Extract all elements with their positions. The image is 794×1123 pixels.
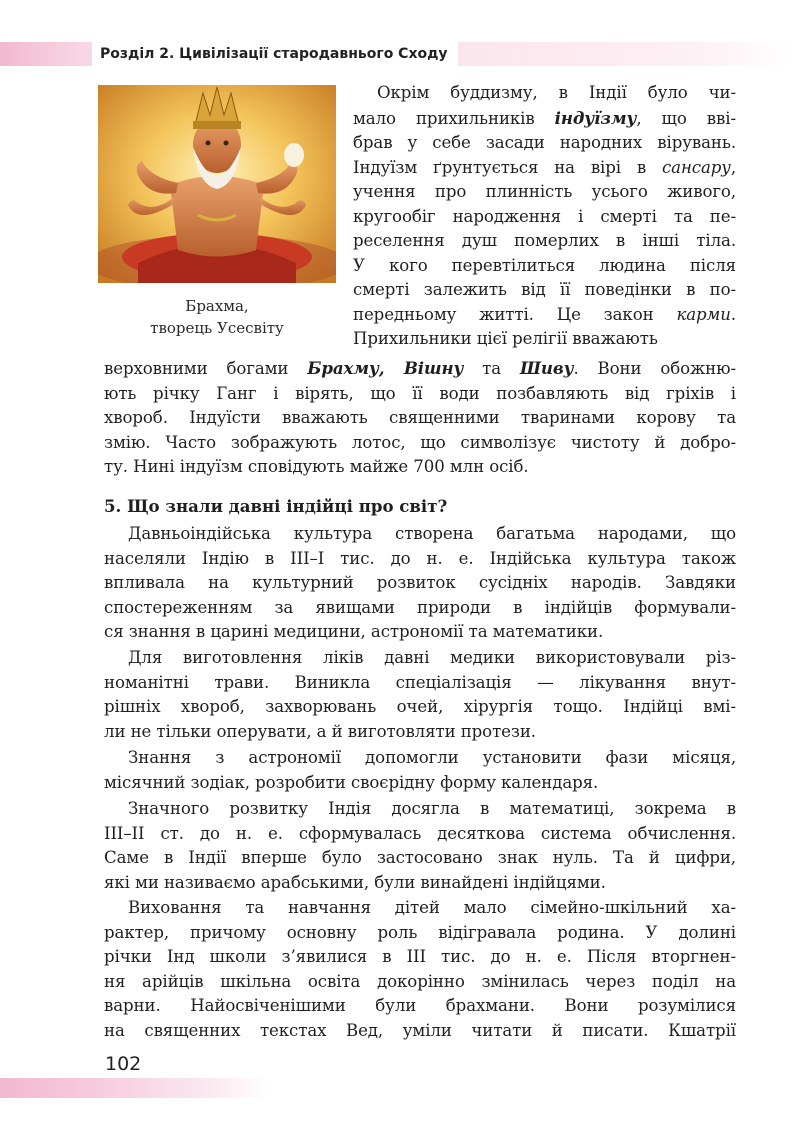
text-line — [104, 406, 736, 431]
text-line — [104, 431, 736, 456]
text-line: місячний зодіак, розробити своєрідну форму календаря. — [104, 772, 599, 792]
text-line: ня арійців шкільна освіта докорінно змінилась через поділ на — [104, 971, 736, 991]
text-line: річки Інд школи з’явилися в III тис. до н. е. Після вторгнен- — [104, 947, 736, 966]
text-line: спостереженням за явищами природи в індійців формували- — [104, 597, 736, 617]
text-line — [353, 303, 736, 328]
text-line: Для виготовлення ліків давні медики використовували різ- — [128, 648, 736, 667]
text-line: на священних текстах Вед, уміли читати й писати. Кшатрії — [104, 1020, 736, 1040]
emphasis-term: карми — [676, 304, 731, 324]
text-run: . — [730, 304, 736, 324]
text-line — [104, 356, 736, 382]
intro-paragraph — [353, 81, 736, 352]
emphasis-term: сансару — [661, 157, 731, 177]
hinduism-paragraph-end — [104, 356, 736, 480]
text-run: смерті залежить від її поведінки в по- — [353, 280, 736, 299]
text-run: , що вві- — [636, 108, 736, 128]
text-line: варни. Найосвіченішими були брахмани. Вони розумілися — [104, 996, 736, 1015]
section-heading: 5. Що знали давні індійці про світ? — [104, 496, 448, 516]
text-line — [353, 205, 736, 230]
figure-caption — [98, 295, 336, 339]
text-run: кругообіг народження і смерті та пе- — [353, 206, 736, 226]
text-line: ли не тільки оперувати, а й виготовляти протези. — [104, 721, 536, 741]
text-run: Окрім буддизму, в Індії було чи- — [377, 83, 736, 102]
text-line: які ми називаємо арабськими, були винайдені індійцями. — [104, 872, 606, 892]
text-line — [353, 278, 736, 303]
text-line: населяли Індію в III–I тис. до н. е. Індійська культура також — [104, 548, 736, 568]
text-run: У кого перевтілиться людина після — [353, 255, 736, 275]
text-line: рішніх хвороб, захворювань очей, хірургія тощо. Індійці вмі- — [104, 697, 736, 716]
text-run: та — [463, 359, 520, 378]
body-paragraph-culture — [104, 522, 736, 645]
text-line — [353, 106, 736, 132]
text-run: Індуїзм ґрунтується на вірі в — [353, 157, 662, 177]
text-run: мало прихильників — [353, 108, 555, 128]
text-run: передньому житті. Це закон — [353, 304, 677, 324]
text-line: ся знання в царині медицини, астрономії та математики. — [104, 622, 604, 641]
text-line — [104, 455, 736, 480]
text-line — [353, 131, 736, 156]
text-run: ту. Нині індуїзм сповідують майже 700 млн осіб. — [104, 457, 529, 476]
text-run: хвороб. Індуїсти вважають священними тваринами корову та — [104, 408, 736, 427]
text-line — [353, 229, 736, 254]
text-line: Знання з астрономії допомогли установити фази місяця, — [128, 748, 736, 767]
caption-line: творець Усесвіту — [150, 319, 284, 337]
text-run: реселення душ померлих в інші тіла. — [353, 231, 736, 250]
body-paragraph-education — [104, 896, 736, 1043]
text-line: Значного розвитку Індія досягла в математиці, зокрема в — [128, 799, 736, 818]
text-line — [353, 81, 736, 106]
footer-decor-bar — [0, 1078, 270, 1098]
body-paragraph-medicine — [104, 646, 736, 744]
text-run: верховними богами — [104, 359, 308, 378]
page-number: 102 — [105, 1053, 142, 1075]
caption-line: Брахма, — [185, 297, 249, 315]
emphasis-term: Шиву — [519, 358, 574, 378]
text-line — [353, 156, 736, 181]
text-run: ють річку Ганг і вірять, що її води позбавляють від гріхів і — [104, 383, 736, 403]
body-paragraph-mathematics — [104, 797, 736, 895]
chapter-header: Розділ 2. Цивілізації стародавнього Сходу — [92, 42, 458, 66]
text-line — [353, 327, 736, 352]
text-run: учення про плинність усього живого, — [353, 182, 736, 201]
text-line: номанітні трави. Виникла спеціалізація — лікування внут- — [104, 672, 736, 692]
text-run: . Вони обожню- — [573, 359, 736, 378]
text-line: III–II ст. до н. е. сформувалась десяткова система обчислення. — [104, 823, 736, 843]
text-line: Виховання та навчання дітей мало сімейно-шкільний ха- — [128, 898, 736, 917]
text-line: Саме в Індії вперше було застосовано знак нуль. Та й цифри, — [104, 848, 736, 867]
text-run: змію. Часто зображують лотос, що символізує чистоту й добро- — [104, 432, 736, 452]
text-line — [353, 180, 736, 205]
text-line — [353, 254, 736, 279]
text-line — [104, 382, 736, 407]
text-line: впливала на культурний розвиток сусідніх народів. Завдяки — [104, 573, 736, 592]
brahma-illustration — [98, 85, 336, 283]
text-run: брав у себе засади народних вірувань. — [353, 133, 736, 152]
text-run: Прихильники цієї релігії вважають — [353, 329, 658, 348]
text-run: , — [730, 157, 736, 177]
body-paragraph-astronomy — [104, 746, 736, 795]
text-line: Давньоіндійська культура створена багатьма народами, що — [128, 524, 736, 543]
text-line: рактер, причому основну роль відігравала родина. У долині — [104, 922, 736, 942]
emphasis-term: Брахму, Вішну — [307, 358, 464, 378]
emphasis-term: індуїзму — [554, 107, 637, 128]
